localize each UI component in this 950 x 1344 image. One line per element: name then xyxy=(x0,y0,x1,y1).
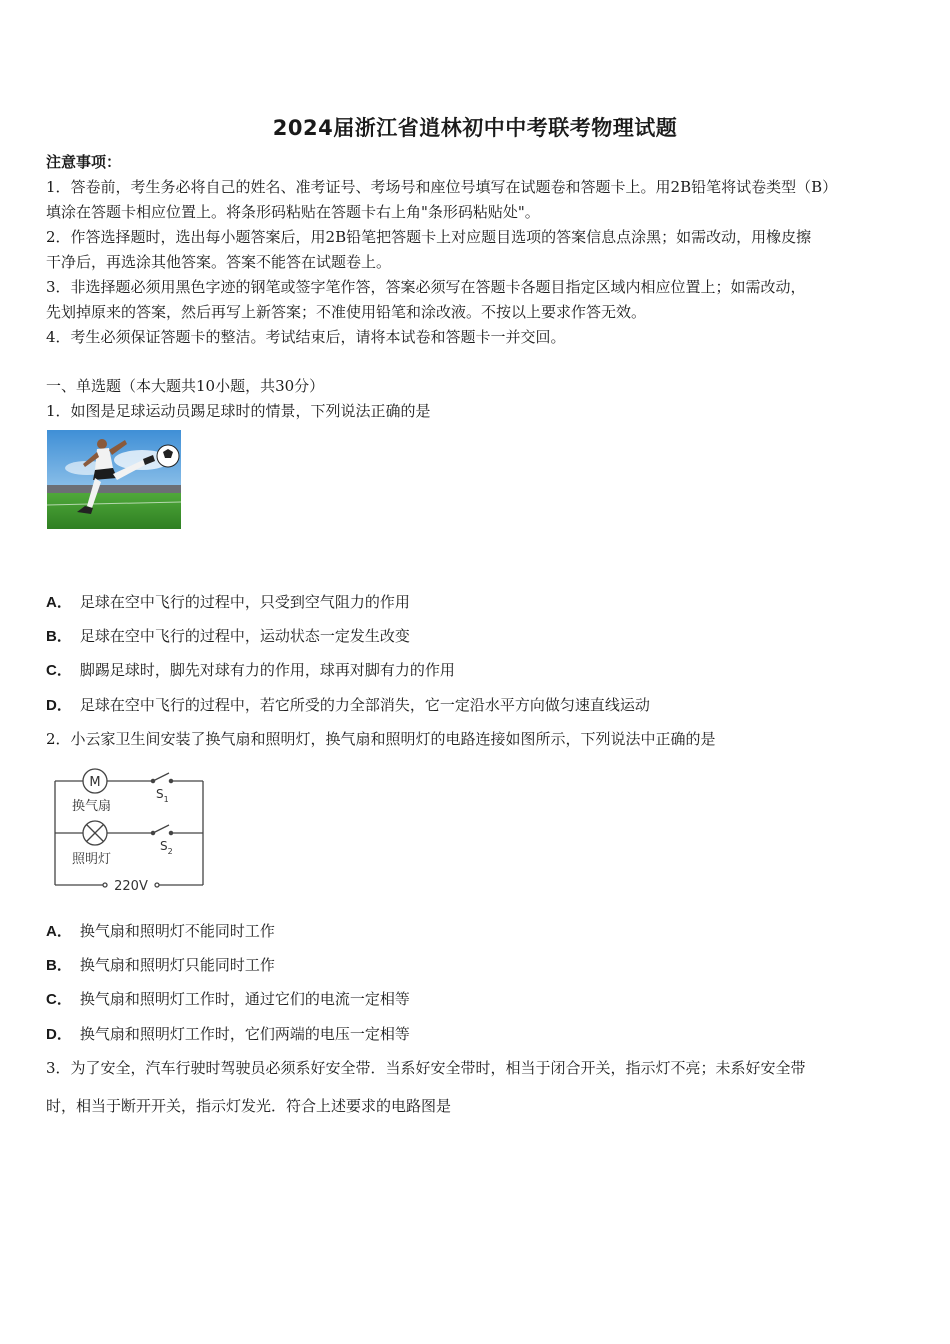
option-label: A． xyxy=(46,594,72,611)
option-text: 足球在空中飞行的过程中，若它所受的力全部消失，它一定沿水平方向做匀速直线运动 xyxy=(79,696,650,714)
question-2-stem: 2．小云家卫生间安装了换气扇和照明灯，换气扇和照明灯的电路连接如图所示，下列说法中正确的是 xyxy=(46,730,716,748)
option-text: 足球在空中飞行的过程中，运动状态一定发生改变 xyxy=(79,627,410,645)
option-text: 换气扇和照明灯工作时，它们两端的电压一定相等 xyxy=(79,1025,410,1043)
option-text: 换气扇和照明灯只能同时工作 xyxy=(79,956,275,974)
option-text: 换气扇和照明灯工作时，通过它们的电流一定相等 xyxy=(79,990,410,1008)
option-label: D． xyxy=(46,1026,72,1043)
q1-option-d xyxy=(46,695,650,716)
circuit-diagram xyxy=(50,765,215,893)
motor-symbol: M xyxy=(89,775,101,790)
notice-line: 填涂在答题卡相应位置上。将条形码粘贴在答题卡右上角"条形码粘贴处"。 xyxy=(46,203,540,221)
notice-line: 干净后，再选涂其他答案。答案不能答在试题卷上。 xyxy=(46,253,392,271)
q1-option-b xyxy=(46,626,410,647)
voltage-label: 220V xyxy=(114,879,148,893)
switch-s1-label xyxy=(156,787,169,804)
switch-s2-label xyxy=(160,839,173,856)
page-title: 2024届浙江省逍林初中中考联考物理试题 xyxy=(272,116,678,140)
notice-line: 2．作答选择题时，选出每小题答案后，用2B铅笔把答题卡上对应题目选项的答案信息点涂黑；如需改动，用橡皮擦 xyxy=(46,228,812,246)
fan-label: 换气扇 xyxy=(72,799,112,814)
question-3-stem: 3．为了安全，汽车行驶时驾驶员必须系好安全带．当系好安全带时，相当于闭合开关，指示灯不亮；未系好安全带 xyxy=(46,1059,806,1077)
q2-option-c xyxy=(46,989,410,1010)
q2-option-b xyxy=(46,955,275,976)
notice-line: 3．非选择题必须用黑色字迹的钢笔或签字笔作答，答案必须写在答题卡各题目指定区域内相应位置上；如需改动， xyxy=(46,278,806,296)
option-label: C． xyxy=(46,662,72,679)
option-label: A． xyxy=(46,923,72,940)
switch-letter: S xyxy=(160,839,168,853)
option-label: D． xyxy=(46,697,72,714)
notice-heading: 注意事项： xyxy=(46,153,122,171)
q1-option-a xyxy=(46,592,410,613)
q2-option-a xyxy=(46,921,275,942)
q2-option-d xyxy=(46,1024,410,1045)
section-heading: 一、单选题（本大题共10小题，共30分） xyxy=(46,377,325,395)
notice-line: 4．考生必须保证答题卡的整洁。考试结束后，请将本试卷和答题卡一并交回。 xyxy=(46,328,566,346)
switch-letter: S xyxy=(156,787,164,801)
question-1-stem: 1．如图是足球运动员踢足球时的情景，下列说法正确的是 xyxy=(46,402,431,420)
switch-subscript: 2 xyxy=(167,847,173,856)
q1-option-c xyxy=(46,660,455,681)
option-label: B． xyxy=(46,628,72,645)
switch-subscript: 1 xyxy=(163,795,169,804)
option-text: 脚踢足球时，脚先对球有力的作用，球再对脚有力的作用 xyxy=(79,661,455,679)
option-label: B． xyxy=(46,957,72,974)
option-text: 换气扇和照明灯不能同时工作 xyxy=(79,922,275,940)
notice-line: 先划掉原来的答案，然后再写上新答案；不准使用铅笔和涂改液。不按以上要求作答无效。 xyxy=(46,303,647,321)
option-text: 足球在空中飞行的过程中，只受到空气阻力的作用 xyxy=(79,593,410,611)
soccer-player-image xyxy=(47,430,181,529)
notice-line: 1．答卷前，考生务必将自己的姓名、准考证号、考场号和座位号填写在试题卷和答题卡上。用2B铅笔将试卷类型（B） xyxy=(46,178,838,196)
lamp-label: 照明灯 xyxy=(72,852,112,867)
question-3-stem-cont: 时，相当于断开开关，指示灯发光．符合上述要求的电路图是 xyxy=(46,1097,452,1115)
option-label: C． xyxy=(46,991,72,1008)
